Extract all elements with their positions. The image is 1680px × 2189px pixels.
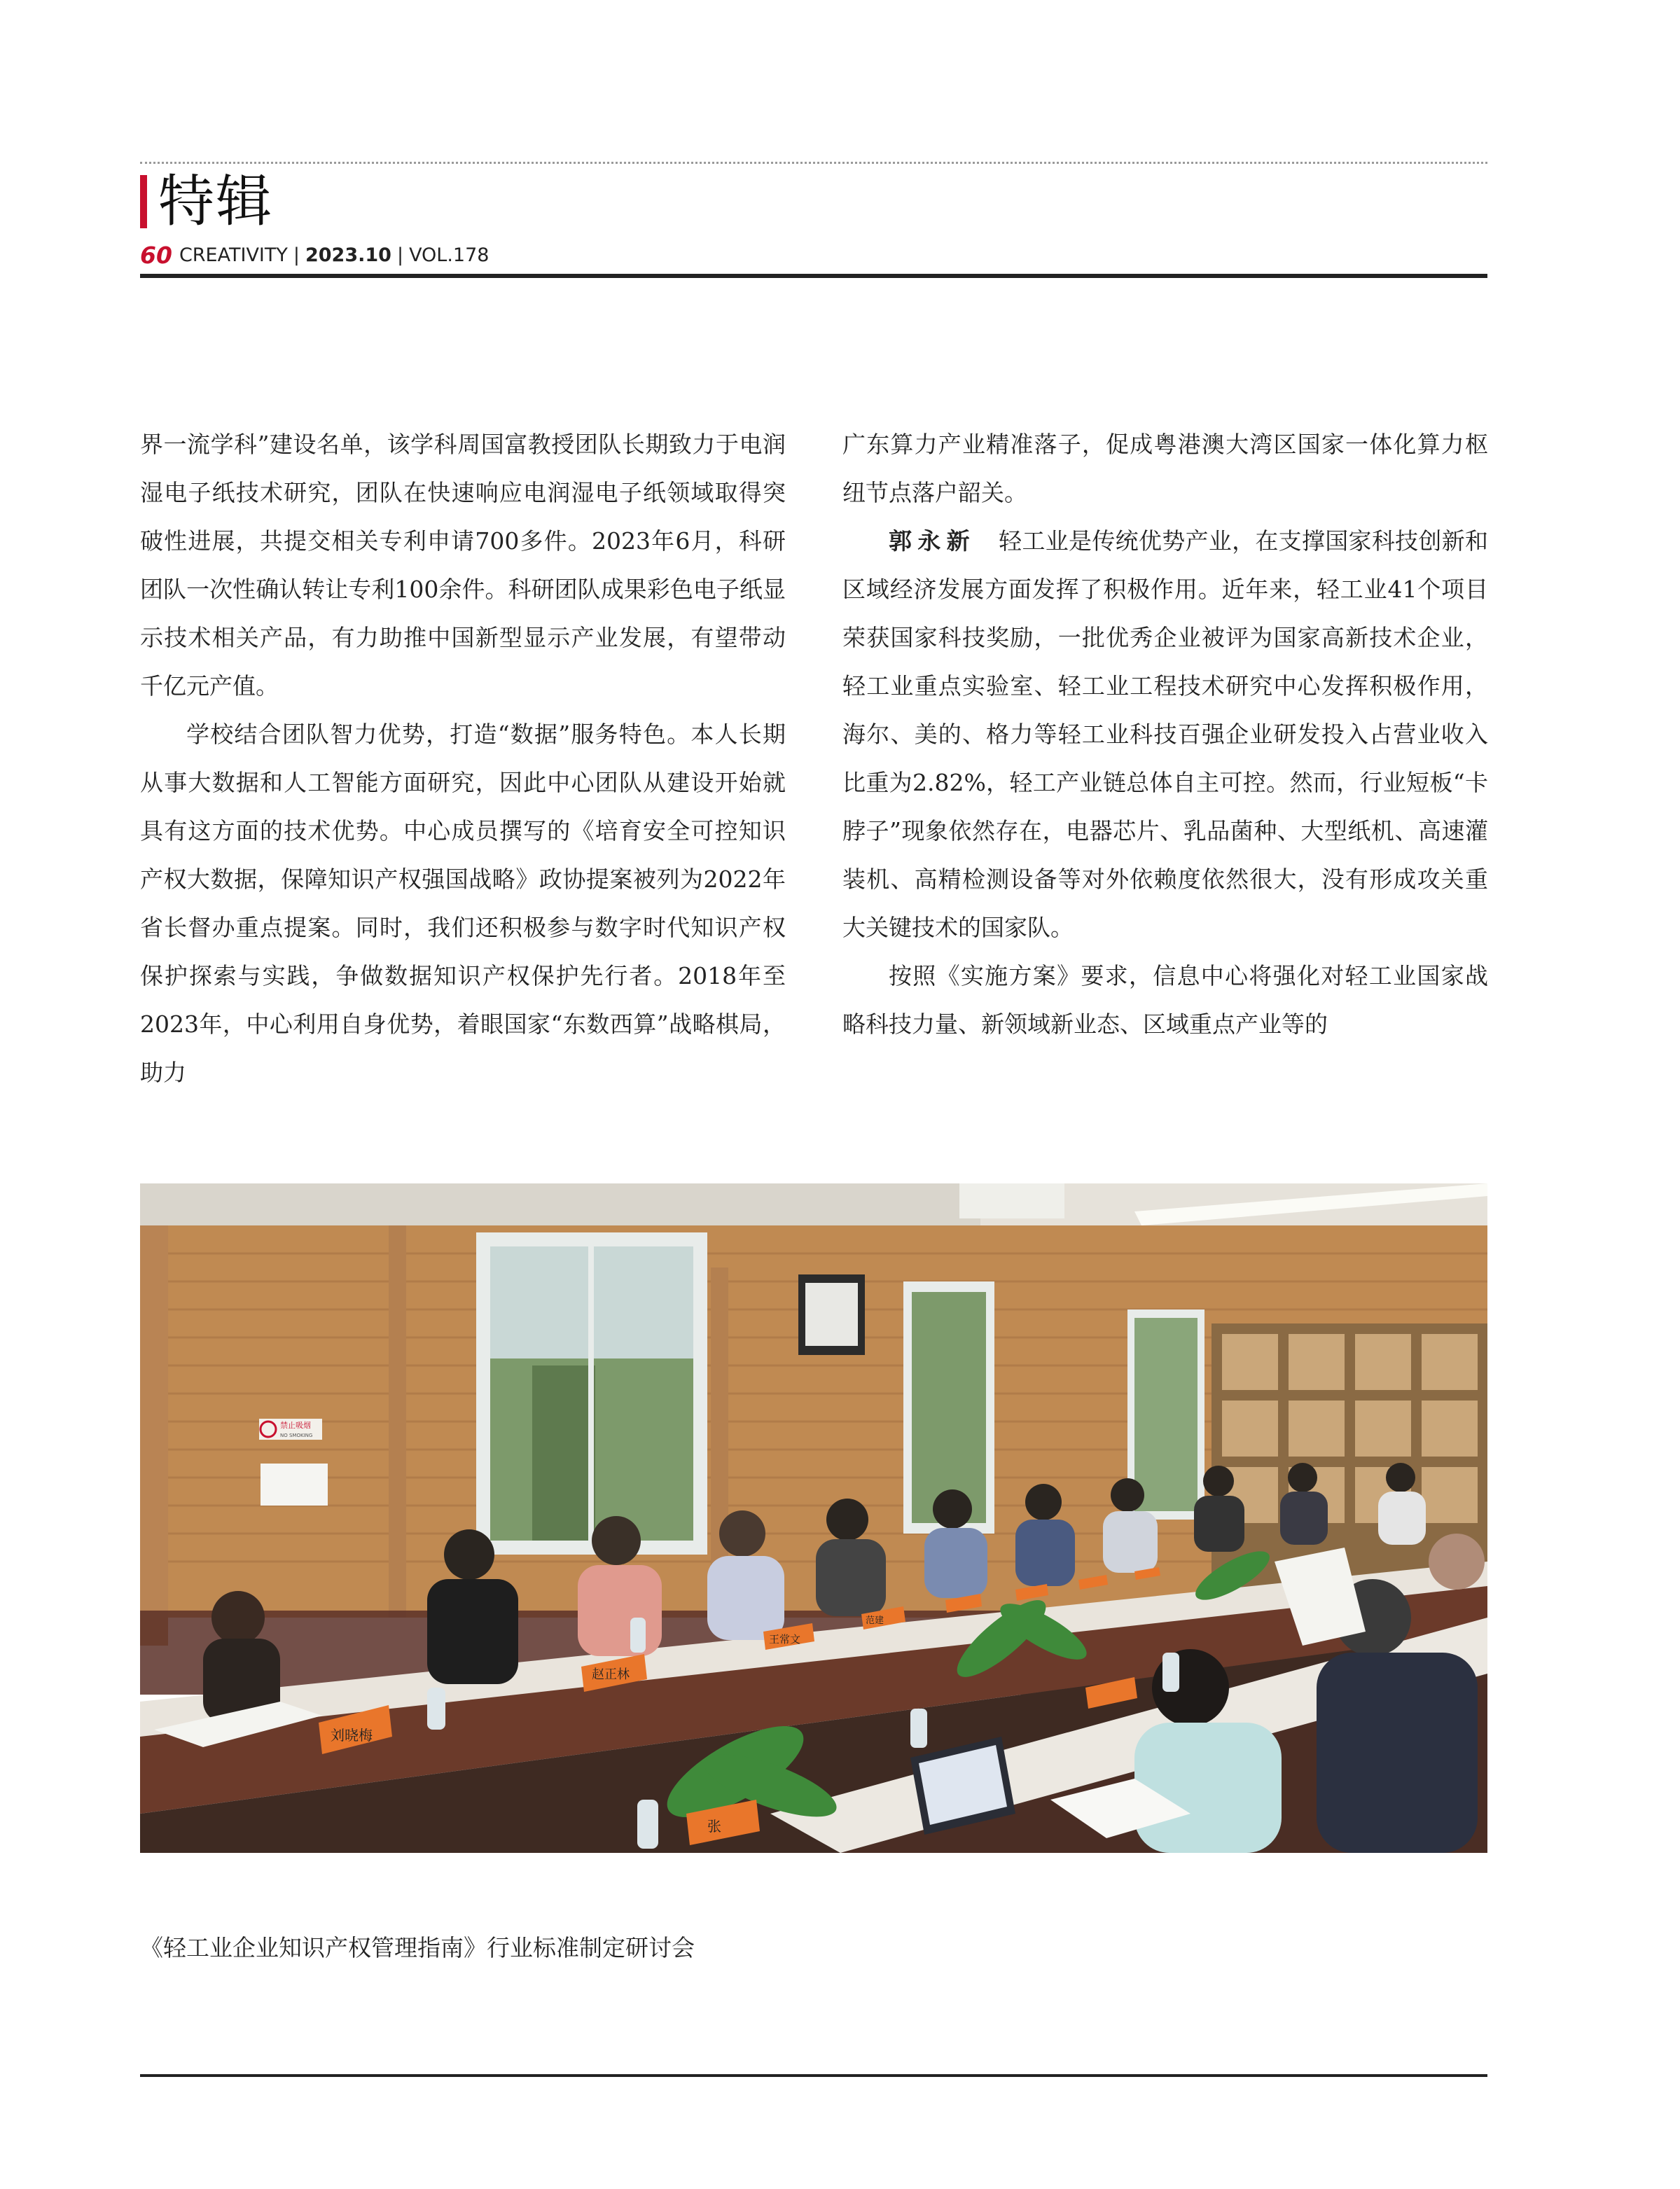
folio-separator: |: [293, 244, 300, 266]
speaker-name: 郭永新: [889, 527, 976, 555]
header-rule: [140, 274, 1487, 278]
meeting-photo: [140, 1183, 1487, 1853]
paragraph: 广东算力产业精准落子，促成粤港澳大湾区国家一体化算力枢纽节点落户韶关。: [842, 431, 1488, 506]
name-card: 赵正林: [592, 1667, 630, 1682]
name-card: 刘晓梅: [331, 1727, 373, 1744]
photo-caption: 《轻工业企业知识产权管理指南》行业标准制定研讨会: [140, 1934, 695, 1961]
paragraph: 按照《实施方案》要求，信息中心将强化对轻工业国家战略科技力量、新领域新业态、区域重点产业等的: [842, 962, 1488, 1038]
name-card: 张: [707, 1818, 721, 1835]
no-smoking-sign-en: NO SMOKING: [280, 1433, 313, 1438]
section-title: 特辑: [158, 169, 273, 234]
speaker-paragraph: [842, 517, 1488, 952]
folio-separator: |: [396, 244, 404, 266]
paragraph: 学校结合团队智力优势，打造“数据”服务特色。本人长期从事大数据和人工智能方面研究，因此中心团队从建设开始就具有这方面的技术优势。中心成员撰写的《培育安全可控知识产权大数据，保障知识产权强国战略》政协提案被列为2022年省长督办重点提案。同时，我们还积极参与数字时代知识产权保护探索与实践，争做数据知识产权保护先行者。2018年至2023年，中心利用自身优势，着眼国家“东数西算”战略棋局，助力: [140, 721, 786, 1086]
no-smoking-sign: 禁止吸烟: [280, 1421, 311, 1430]
volume: VOL.178: [409, 244, 490, 266]
page-number: 60: [140, 241, 172, 269]
name-card: 范建: [866, 1615, 884, 1626]
header-dotted-rule: [140, 162, 1487, 164]
paragraph: 界一流学科”建设名单，该学科周国富教授团队长期致力于电润湿电子纸技术研究，团队在快速响应电润湿电子纸领域取得突破性进展，共提交相关专利申请700多件。2023年6月，科研团队一次性确认转让专利100余件。科研团队成果彩色电子纸显示技术相关产品，有力助推中国新型显示产业发展，有望带动千亿元产值。: [140, 431, 786, 700]
article-left-column: [140, 420, 786, 1097]
section-marker: [140, 175, 147, 228]
folio: [140, 241, 489, 269]
magazine-name: CREATIVITY: [179, 244, 288, 266]
issue-date: 2023.10: [305, 244, 391, 266]
name-card: 王常文: [769, 1633, 801, 1646]
speaker-text: 轻工业是传统优势产业，在支撑国家科技创新和区域经济发展方面发挥了积极作用。近年来，轻工业41个项目荣获国家科技奖励，一批优秀企业被评为国家高新技术企业，轻工业重点实验室、轻工业工程技术研究中心发挥积极作用，海尔、美的、格力等轻工业科技百强企业研发投入占营业收入比重为2.82%，轻工产业链总体自主可控。然而，行业短板“卡脖子”现象依然存在，电器芯片、乳品菌种、大型纸机、高速灌装机、高精检测设备等对外依赖度依然很大，没有形成攻关重大关键技术的国家队。: [842, 527, 1489, 941]
article-right-column: [842, 420, 1488, 1048]
footer-rule: [140, 2074, 1487, 2077]
